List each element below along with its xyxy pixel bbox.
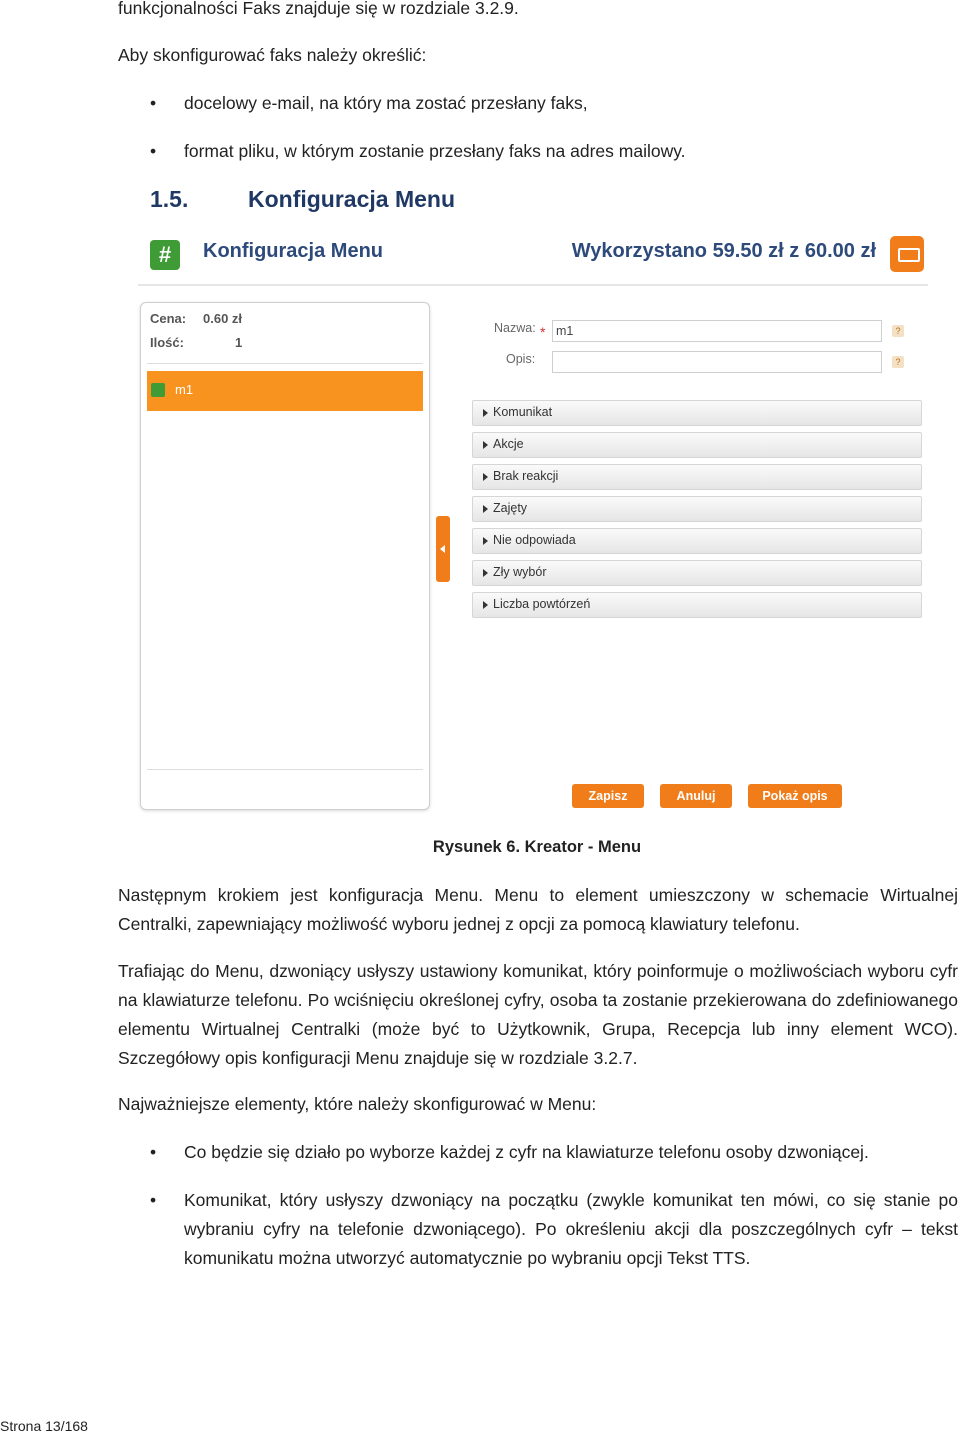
chevron-right-icon xyxy=(483,473,488,481)
chevron-right-icon xyxy=(483,505,488,513)
menu-tree-item[interactable] xyxy=(147,371,423,411)
hash-icon: # xyxy=(150,240,180,270)
section-title: Konfiguracja Menu xyxy=(248,186,456,212)
menu-tree-panel xyxy=(140,302,430,810)
section-number: 1.5. xyxy=(150,186,189,212)
fax-bullet-text: docelowy e-mail, na który ma zostać przesłany faks, xyxy=(184,93,588,113)
wallet-icon[interactable] xyxy=(890,236,924,272)
section-akcje[interactable] xyxy=(472,432,922,458)
chevron-right-icon xyxy=(483,537,488,545)
section-zajety[interactable] xyxy=(472,496,922,522)
paragraph: Najważniejsze elementy, które należy skonfigurować w Menu: xyxy=(118,1094,597,1114)
screenshot-title: Konfiguracja Menu xyxy=(203,240,384,262)
fax-intro: Aby skonfigurować faks należy określić: xyxy=(118,45,427,65)
section-label: Zajęty xyxy=(493,501,528,515)
menu-node-icon xyxy=(151,383,165,397)
fax-bullet-text: format pliku, w którym zostanie przesłany faks na adres mailowy. xyxy=(184,141,686,161)
panel-footer-divider xyxy=(147,769,423,770)
section-label: Nie odpowiada xyxy=(493,533,576,547)
figure-caption: Rysunek 6. Kreator - Menu xyxy=(432,838,642,856)
save-button[interactable]: Zapisz xyxy=(572,784,644,808)
section-label: Akcje xyxy=(493,437,524,451)
section-nie-odpowiada[interactable] xyxy=(472,528,922,554)
qty-label: Ilość: xyxy=(150,335,184,350)
usage-text: Wykorzystano 59.50 zł z 60.00 zł xyxy=(571,240,876,262)
name-help-icon[interactable]: ? xyxy=(892,325,904,337)
collapse-panel-button[interactable] xyxy=(436,516,450,582)
panel-divider xyxy=(147,363,423,364)
section-zly-wybor[interactable] xyxy=(472,560,922,586)
intro-line: funkcjonalności Faks znajduje się w rozdziale 3.2.9. xyxy=(118,0,519,18)
desc-input[interactable] xyxy=(552,351,882,373)
section-label: Zły wybór xyxy=(493,565,547,579)
price-value: 0.60 zł xyxy=(203,311,243,326)
page-footer: Strona 13/168 xyxy=(0,1418,88,1434)
bullet-dot: • xyxy=(150,141,157,161)
chevron-right-icon xyxy=(483,441,488,449)
section-label: Komunikat xyxy=(493,405,553,419)
desc-help-icon[interactable]: ? xyxy=(892,356,904,368)
price-label: Cena: xyxy=(150,311,187,326)
section-brak-reakcji[interactable] xyxy=(472,464,922,490)
qty-value: 1 xyxy=(235,335,243,350)
name-label: Nazwa: xyxy=(494,321,536,335)
menu-config-screenshot xyxy=(138,228,928,818)
menu-bullet-text: Co będzie się działo po wyborze każdej z cyfr na klawiaturze telefonu osoby dzwoniącej. xyxy=(184,1142,869,1162)
name-input[interactable] xyxy=(552,320,882,342)
section-label: Brak reakcji xyxy=(493,469,559,483)
paragraph: Trafiając do Menu, dzwoniący usłyszy ustawiony komunikat, który poinformuje o możliwościach wyboru cyfr na klawiaturze telefonu. Po wciśnięciu określonej cyfry, osoba ta zostanie przekierowana do zdefiniowanego elementu Wirtualnej Centralki (może być to Użytkownik, Grupa, Recepcja lub inny element WCO). Szczegółowy opis konfiguracji Menu znajduje się w rozdziale 3.2.7. xyxy=(118,961,958,1068)
chevron-right-icon xyxy=(483,409,488,417)
menu-tree-item-label: m1 xyxy=(175,382,194,397)
bullet-dot: • xyxy=(150,93,157,113)
chevron-right-icon xyxy=(483,569,488,577)
bullet-dot: • xyxy=(150,1142,157,1162)
chevron-right-icon xyxy=(483,601,488,609)
section-label: Liczba powtórzeń xyxy=(493,597,591,611)
desc-label: Opis: xyxy=(506,352,536,366)
menu-bullet-text: Komunikat, który usłyszy dzwoniący na początku (zwykle komunikat ten mówi, co się stanie po wybraniu cyfry na telefonie dzwoniącego). Po określeniu akcji dla poszczególnych cyfr – tekst komunikatu można utworzyć automatycznie po wybraniu opcji Tekst TTS. xyxy=(184,1190,958,1268)
section-liczba-powtorzen[interactable] xyxy=(472,592,922,618)
show-description-button[interactable]: Pokaż opis xyxy=(748,784,842,808)
paragraph: Następnym krokiem jest konfiguracja Menu. Menu to element umieszczony w schemacie Wirtualnej Centralki, zapewniający możliwość wyboru jednej z opcji za pomocą klawiatury telefonu. xyxy=(118,885,958,934)
bullet-dot: • xyxy=(150,1190,157,1210)
cancel-button[interactable]: Anuluj xyxy=(660,784,732,808)
required-marker: * xyxy=(540,324,546,340)
section-komunikat[interactable] xyxy=(472,400,922,426)
header-divider xyxy=(138,284,928,286)
